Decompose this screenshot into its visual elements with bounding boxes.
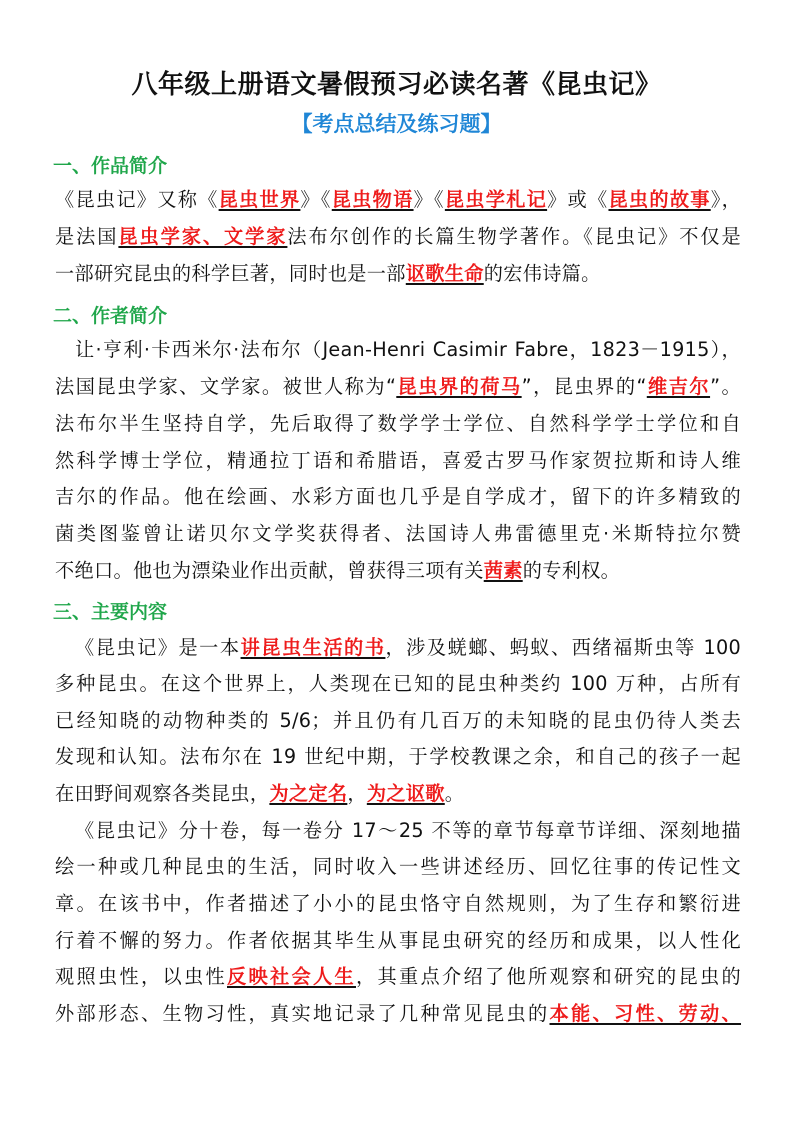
text-segment: 行着不懈的努力。作者依据其毕生从事昆虫研究的经历和成果，以人性化 [55,929,741,952]
paragraph-line [55,636,741,660]
paragraph-line [55,1002,741,1026]
paragraph-line [55,672,741,696]
text-segment: 。 [444,782,465,805]
text-segment: 然科学博士学位，精通拉丁语和希腊语，喜爱古罗马作家贺拉斯和诗人维 [55,449,741,472]
text-segment: 的专利权。 [522,559,621,582]
key-term: 本能、习性、劳动、 [549,1002,742,1025]
text-segment: ”。 [710,375,741,398]
text-segment: 法国昆虫学家、文学家。被世人称为“ [55,375,397,398]
text-segment: 绘一种或几种昆虫的生活，同时收入一些讲述经历、回忆往事的传记性文 [55,855,741,878]
text-segment: ，其重点介绍了他所观察和研究的昆虫的 [356,965,741,988]
paragraph-line [55,338,741,362]
key-term: 昆虫的故事 [608,188,711,211]
text-segment: 已经知晓的动物种类的 5/6；并且仍有几百万的未知晓的昆虫仍待人类去 [55,709,741,732]
text-segment: 法布尔半生坚持自学，先后取得了数学学士学位、自然科学学士学位和自 [55,412,741,435]
key-term: 讲昆虫生活的书 [240,636,386,659]
text-segment: 《昆虫记》分十卷，每一卷分 17～25 不等的章节每章节详细、深刻地描 [75,819,741,842]
paragraph-line [55,745,741,769]
text-segment: 《昆虫记》又称《 [55,188,219,211]
paragraph-line [55,262,741,286]
text-segment: 的宏伟诗篇。 [483,262,601,285]
text-segment: 观照虫性，以虫性 [55,965,227,988]
text-segment: 法布尔创作的长篇生物学著作。《昆虫记》不仅是 [287,225,741,248]
paragraph-line [55,375,741,399]
paragraph-line [55,929,741,953]
text-segment: 在田野间观察各类昆虫， [55,782,270,805]
section-heading: 一、作品简介 [53,155,168,177]
text-segment: 》《 [413,188,445,211]
paragraph-line [55,559,741,583]
key-term: 昆虫学家、文学家 [118,225,288,248]
paragraph-line [55,965,741,989]
text-segment: 》， [710,188,742,211]
paragraph-line [55,892,741,916]
key-term: 为之讴歌 [366,782,445,805]
key-term: 讴歌生命 [405,262,484,285]
key-term: 昆虫学札记 [444,188,548,211]
key-term: 反映社会人生 [227,965,356,988]
text-segment: 吉尔的作品。他在绘画、水彩方面也几乎是自学成才，留下的许多精致的 [55,485,741,508]
paragraph-line [55,855,741,879]
text-segment: 菌类图鉴曾让诺贝尔文学奖获得者、法国诗人弗雷德里克·米斯特拉尔赞 [55,522,741,545]
text-segment: 《昆虫记》是一本 [75,636,241,659]
text-segment: 发现和认知。法布尔在 19 世纪中期，于学校教课之余，和自己的孩子一起 [55,745,741,768]
page-title: 八年级上册语文暑假预习必读名著《昆虫记》 [131,70,662,100]
paragraph-line [55,782,741,806]
paragraph-line [55,188,741,212]
text-segment: ， [347,782,367,805]
text-segment: 章。在该书中，作者描述了小小的昆虫恪守自然规则，为了生存和繁衍进 [55,892,741,915]
paragraph-line [55,412,741,436]
text-segment: 是法国 [55,225,119,248]
text-segment: 让·亨利·卡西米尔·法布尔（Jean-Henri Casimir Fabre，1823－1915）， [75,338,741,361]
text-segment: 不绝口。他也为漂染业作出贡献，曾获得三项有关 [55,559,484,582]
paragraph-line [55,449,741,473]
text-segment: 多种昆虫。在这个世界上，人类现在已知的昆虫种类约 100 万种，占所有 [55,672,741,695]
section-heading: 三、主要内容 [53,601,168,623]
paragraph-line [55,522,741,546]
key-term: 为之定名 [269,782,348,805]
key-term: 茜素 [483,559,523,582]
paragraph-line [55,225,741,249]
page-subtitle: 【考点总结及练习题】 [291,112,502,136]
key-term: 昆虫界的荷马 [396,375,522,398]
key-term: 维吉尔 [646,375,711,398]
text-segment: ”，昆虫界的“ [521,375,647,398]
paragraph-line [55,485,741,509]
section-heading: 二、作者简介 [53,305,168,327]
paragraph-line [55,819,741,843]
text-segment: 一部研究昆虫的科学巨著，同时也是一部 [55,262,406,285]
key-term: 昆虫世界 [218,188,301,211]
text-segment: 》《 [300,188,332,211]
key-term: 昆虫物语 [331,188,414,211]
text-segment: ，涉及蜣螂、蚂蚁、西绪福斯虫等 100 [385,636,741,659]
paragraph-line [55,709,741,733]
text-segment: 外部形态、生物习性，真实地记录了几种常见昆虫的 [55,1002,550,1025]
text-segment: 》或《 [547,188,609,211]
